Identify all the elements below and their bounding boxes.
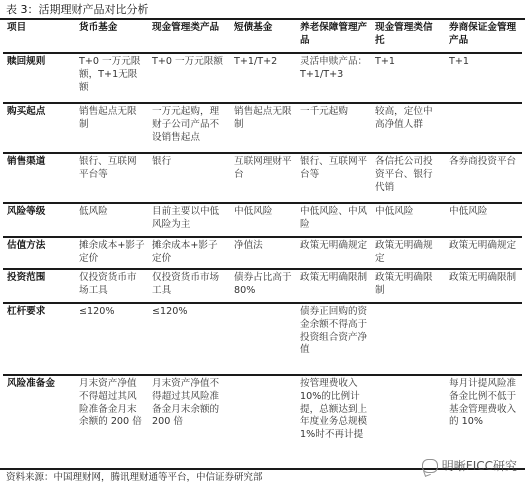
table-cell: 中低风险: [445, 203, 522, 237]
table-cell: [445, 103, 522, 153]
table-cell: T+0 一万元限额，T+1无限额: [75, 53, 148, 103]
comparison-table: [3, 20, 522, 467]
table-row: [3, 269, 522, 303]
table-cell: 按管理费收入10%的比例计提，总额达到上年度业务总规模 1%时不再计提: [300, 378, 368, 441]
source-note: 资料来源：中国理财网，腾讯理财通等平台，中信证券研究部: [6, 472, 263, 483]
table-cell: [230, 303, 296, 375]
table-cell: 中低风险、中风险: [296, 203, 371, 237]
table-cell: 债券正回购的资金余额不得高于投资组合资产净值: [296, 303, 371, 375]
table-row: [3, 237, 522, 269]
row-label: 杠杆要求: [3, 303, 75, 375]
table-row: [3, 303, 522, 375]
table-cell: 政策无明确规定: [445, 237, 522, 269]
table-cell: 政策无明确限制: [296, 269, 371, 303]
table-cell: 仅投资货币市场工具: [148, 269, 230, 303]
table-cell: ≤120%: [75, 303, 148, 375]
table-row: [3, 103, 522, 153]
table-cell: 互联网理财平台: [230, 153, 296, 203]
table-cell: [445, 303, 522, 375]
table-cell: 净值法: [230, 237, 296, 269]
table-cell: 中低风险: [371, 203, 445, 237]
table-cell: 银行、互联网平台等: [296, 153, 371, 203]
column-header: 券商保证金管理产品: [445, 20, 522, 53]
table-cell: 各券商投资平台: [445, 153, 522, 203]
table-cell: 一千元起购: [296, 103, 371, 153]
header-row: [3, 20, 522, 53]
column-header: 现金管理类信托: [371, 20, 445, 53]
table-cell: 政策无明确限制: [445, 269, 522, 303]
table-cell: 各信托公司投资平台、银行代销: [371, 153, 445, 203]
column-header: 货币基金: [75, 20, 148, 53]
table-cell: [371, 303, 445, 375]
table-cell: [371, 375, 445, 467]
row-label: 风险准备金: [7, 378, 55, 389]
table-cell: 仅投资货币市场工具: [75, 269, 148, 303]
table-cell: T+1: [445, 53, 522, 103]
table-row: [3, 203, 522, 237]
row-label: 销售渠道: [3, 153, 75, 203]
table-cell: 销售起点无限制: [75, 103, 148, 153]
row-label: 估值方法: [3, 237, 75, 269]
column-header: 现金管理类产品: [148, 20, 230, 53]
table-cell: 政策无明确限制: [371, 269, 445, 303]
row-label: 赎回规则: [3, 53, 75, 103]
table-cell: 月末资产净值不得超过其风险准备金月末余额的 200 倍: [79, 378, 142, 428]
table-cell: 目前主要以中低风险为主: [148, 203, 230, 237]
table-cell: 摊余成本+影子定价: [148, 237, 230, 269]
table-cell: 银行、互联网平台等: [75, 153, 148, 203]
watermark-text: 明晰FICC研究: [441, 459, 517, 473]
table-cell: 政策无明确规定: [371, 237, 445, 269]
table-cell: T+1/T+2: [230, 53, 296, 103]
table-row: [3, 375, 522, 467]
table-row: [3, 153, 522, 203]
column-header: 项目: [3, 20, 75, 53]
row-label: 投资范围: [3, 269, 75, 303]
table-cell: 中低风险: [230, 203, 296, 237]
table-title: 表 3：活期理财产品对比分析: [6, 3, 149, 16]
row-label: 风险等级: [3, 203, 75, 237]
table-cell: 销售起点无限制: [230, 103, 296, 153]
row-label: 购买起点: [3, 103, 75, 153]
table-cell: T+1: [371, 53, 445, 103]
table-cell: T+0 一万元限额: [148, 53, 230, 103]
column-header: 养老保障管理产品: [296, 20, 371, 53]
table-cell: 银行: [148, 153, 230, 203]
table-cell: 一万元起购，理财子公司产品不设销售起点: [148, 103, 230, 153]
column-header: 短债基金: [230, 20, 296, 53]
table-cell: ≤120%: [148, 303, 230, 375]
chat-bubble-icon: [422, 459, 438, 473]
table-cell: 较高，定位中高净值人群: [371, 103, 445, 153]
table-cell: [230, 375, 296, 467]
table-cell: 政策无明确规定: [296, 237, 371, 269]
watermark: [422, 457, 517, 474]
table-cell: 每月计提风险准备金比例不低于基金管理费收入的 10%: [449, 378, 517, 428]
table-cell: 灵活申赎产品：T+1/T+3: [296, 53, 371, 103]
table-row: [3, 53, 522, 103]
table-cell: 债券占比高于 80%: [230, 269, 296, 303]
table-cell: 摊余成本+影子定价: [75, 237, 148, 269]
table-cell: 月末资产净值不得超过其风险准备金月末余额的 200 倍: [152, 378, 220, 428]
table-cell: 低风险: [75, 203, 148, 237]
